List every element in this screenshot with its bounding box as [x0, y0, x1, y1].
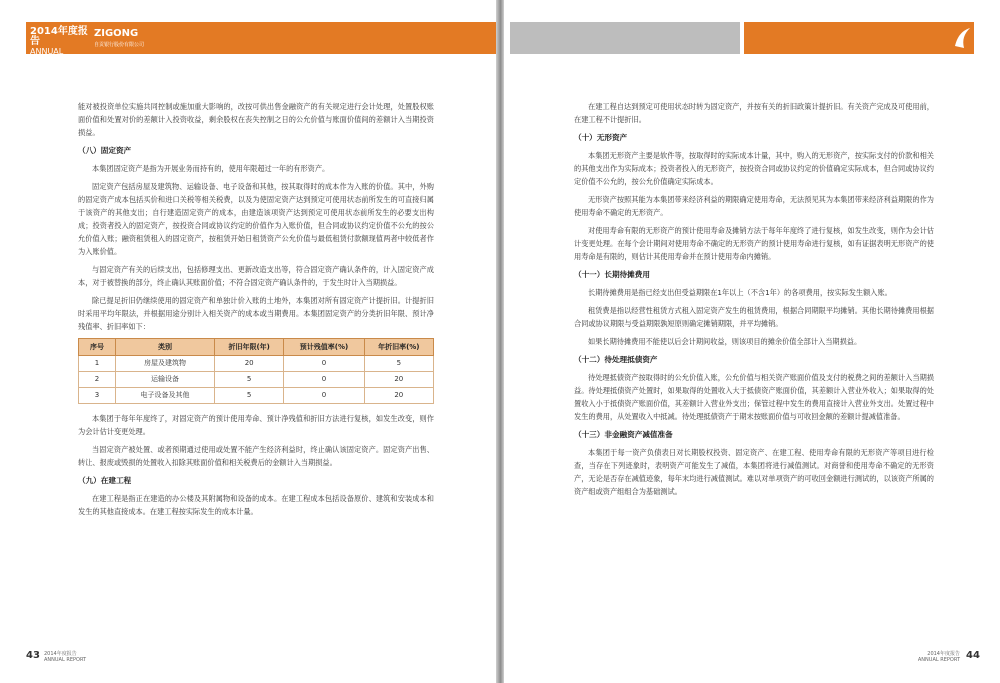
page-number: 43: [26, 650, 40, 661]
left-page: [0, 0, 496, 683]
col-header: 序号: [79, 339, 116, 356]
paragraph: 本集团于每一资产负债表日对长期股权投资、固定资产、在建工程、使用寿命有限的无形资产等项目进行检查，当存在下列迹象时，表明资产可能发生了减值，本集团将进行减值测试。对商誉和使用寿命不确定的无形资产，无论是否存在减值迹象，每年末均进行减值测试。难以对单项资产的可收回金额进行测试的，以该资产所属的资产组或资产组组合为基础测试。: [574, 448, 934, 496]
paragraph: 本集团于每年年度终了，对固定资产的预计使用寿命、预计净残值和折旧方法进行复核，如发生改变，则作为会计估计变更处理。: [78, 414, 434, 436]
section-title-8: （八）固定资产: [78, 146, 132, 155]
section-title-11: （十一）长期待摊费用: [574, 270, 650, 279]
paragraph: 租赁费是指以经营性租赁方式租入固定资产发生的租赁费用，根据合同期限平均摊销。其他长期待摊费用根据合同或协议期限与受益期限孰短原则确定摊销期限，并平均摊销。: [574, 306, 934, 328]
table-cell: 20: [364, 372, 433, 388]
paragraph: 在建工程是指正在建造的办公楼及其附属物和设备的成本。在建工程成本包括设备原价、建筑和安装成本和发生的其他直接成本。在建工程按实际发生的成本计量。: [78, 494, 434, 516]
paragraph: 固定资产包括房屋及建筑物、运输设备、电子设备和其他，按其取得时的成本作为入账的价值。其中，外购的固定资产成本包括买价和进口关税等相关税费，以及为使固定资产达到预定可使用状态前所发生的可直接归属于该资产的其他支出；自行建造固定资产的成本，由建造该项资产达到预定可使用状态前所发生的必要支出构成；投资者投入的固定资产，按投资合同或协议约定的价值作为入账价值，但合同或协议约定价值不公允的按公允价值入账；融资租赁租入的固定资产，按租赁开始日租赁资产公允价值与最低租赁付款额现值两者中较低者作为入账价值。: [78, 182, 434, 256]
header-bar: [744, 22, 974, 54]
table-cell: 3: [79, 388, 116, 404]
col-header: 折旧年限(年): [215, 339, 284, 356]
section-title-13: （十三）非金融资产减值准备: [574, 430, 673, 439]
table-cell: 2: [79, 372, 116, 388]
table-cell: 房屋及建筑物: [116, 356, 215, 372]
left-content: [78, 100, 434, 523]
table-cell: 20: [215, 356, 284, 372]
table-cell: 1: [79, 356, 116, 372]
table-cell: 运输设备: [116, 372, 215, 388]
col-header: 类别: [116, 339, 215, 356]
table-cell: 5: [215, 388, 284, 404]
paragraph: 对使用寿命有限的无形资产的预计使用寿命及摊销方法于每年年度终了进行复核，如发生改变，则作为会计估计变更处理。在每个会计期间对使用寿命不确定的无形资产的预计使用寿命进行复核，如有证据表明无形资产的使用寿命是有限的，则估计其使用寿命并在预计使用寿命内摊销。: [574, 226, 934, 261]
paragraph: 除已提足折旧仍继续使用的固定资产和单独计价入账的土地外，本集团对所有固定资产计提折旧。计提折旧时采用平均年限法，并根据用途分别计入相关资产的成本或当期费用。本集团固定资产的分类折旧年限、预计净残值率、折旧率如下：: [78, 296, 434, 331]
section-title-12: （十二）待处理抵债资产: [574, 355, 658, 364]
table-header-row: [79, 339, 434, 356]
header-bar: [26, 22, 496, 66]
report-logo: [26, 22, 90, 66]
paragraph: 当固定资产被处置、或者预期通过使用或处置不能产生经济利益时，终止确认该固定资产。固定资产出售、转让、报废或毁损的处置收入扣除其账面价值和相关税费后的金额计入当期损益。: [78, 445, 434, 467]
section-title-9: （九）在建工程: [78, 476, 132, 485]
book-spine: [496, 0, 504, 683]
table-cell: 0: [284, 356, 364, 372]
table-row: [79, 372, 434, 388]
table-cell: 5: [364, 356, 433, 372]
paragraph: 本集团固定资产是指为开展业务而持有的，使用年限超过一年的有形资产。: [92, 164, 330, 173]
table-row: [79, 388, 434, 404]
paragraph: 如果长期待摊费用不能使以后会计期间收益，则该项目的摊余价值全部计入当期损益。: [588, 337, 862, 346]
table-cell: 0: [284, 388, 364, 404]
table-cell: 0: [284, 372, 364, 388]
table-row: [79, 356, 434, 372]
header-grey-bar: [510, 22, 740, 54]
paragraph: 长期待摊费用是指已经支出但受益期限在1年以上（不含1年）的各项费用，按实际发生额入账。: [588, 288, 892, 297]
col-header: 预计残值率(%): [284, 339, 364, 356]
logo-sub: ANNUAL REPORT: [30, 47, 64, 66]
paragraph: 能对被投资单位实施共同控制或施加重大影响的，改按可供出售金融资产的有关规定进行会计处理，处置股权账面价值和处置对价的差额计入投资收益，剩余股权在丧失控制之日的公允价值与账面价值间的差额计入当期投资损益。: [78, 102, 434, 137]
brand-name: ZIGONG 自贡银行股份有限公司: [94, 28, 174, 48]
paragraph: 本集团无形资产主要是软件等，按取得时的实际成本计量，其中，购入的无形资产，按实际支付的价款和相关的其他支出作为实际成本；投资者投入的无形资产，按投资合同或协议约定的价值确定实际成本，但合同或协议约定价值不公允的，按公允价值确定实际成本。: [574, 151, 934, 186]
right-page: [504, 0, 1000, 683]
paragraph: 无形资产按照其能为本集团带来经济利益的期限确定使用寿命，无法预见其为本集团带来经济利益期限的作为使用寿命不确定的无形资产。: [574, 195, 934, 217]
col-header: 年折旧率(%): [364, 339, 433, 356]
page-footer-label: 2014年度报告 ANNUAL REPORT: [917, 651, 960, 663]
logo-year: 2014年度报告: [30, 26, 88, 47]
right-content: [574, 100, 934, 503]
brand-sub: 自贡银行股份有限公司: [94, 42, 145, 48]
depreciation-table: [78, 338, 434, 404]
section-title-10: （十）无形资产: [574, 133, 628, 142]
paragraph: 在建工程自达到预定可使用状态时转为固定资产，并按有关的折旧政策计提折旧。有关资产完成及可使用前，在建工程不计提折旧。: [574, 102, 934, 124]
page-number: 44: [966, 650, 980, 661]
paragraph: 待处理抵债资产按取得时的公允价值入账，公允价值与相关资产账面价值及支付的税费之间的差额计入当期损益。待处理抵债资产处置时，如果取得的处置收入大于抵债资产账面价值，其差额计入营业外收入；如果取得的处置收入小于抵债资产账面价值，其差额计入营业外支出；保管过程中发生的费用直接计入营业外支出。处置过程中发生的费用，从处置收入中抵减。待处理抵债资产于期末按账面价值与可收回金额的差额计提减值准备。: [574, 373, 934, 421]
table-cell: 电子设备及其他: [116, 388, 215, 404]
paragraph: 与固定资产有关的后续支出，包括修理支出、更新改造支出等，符合固定资产确认条件的，计入固定资产成本，对于被替换的部分，终止确认其账面价值；不符合固定资产确认条件的，于发生时计入当期损益。: [78, 265, 434, 287]
page-footer-label: 2014年度报告 ANNUAL REPORT: [44, 651, 87, 663]
table-cell: 20: [364, 388, 433, 404]
swirl-logo-icon: [952, 26, 972, 50]
table-cell: 5: [215, 372, 284, 388]
